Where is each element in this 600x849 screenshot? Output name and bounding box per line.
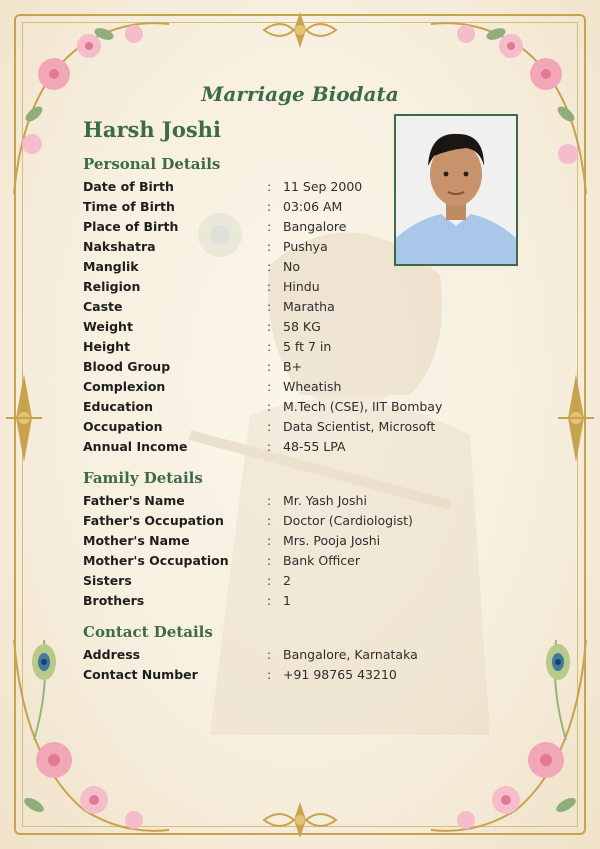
detail-value: Pushya (283, 239, 328, 254)
detail-separator: : (267, 533, 272, 548)
detail-value: 48-55 LPA (283, 439, 346, 454)
detail-separator: : (267, 339, 272, 354)
detail-label: Date of Birth (83, 179, 174, 194)
section-heading-personal: Personal Details (83, 155, 221, 173)
detail-separator: : (267, 319, 272, 334)
detail-separator: : (267, 359, 272, 374)
detail-row (83, 491, 523, 511)
detail-value: M.Tech (CSE), IIT Bombay (283, 399, 443, 414)
detail-row (83, 511, 523, 531)
detail-row (83, 437, 523, 457)
detail-label: Education (83, 399, 153, 414)
detail-row (83, 531, 523, 551)
detail-label: Weight (83, 319, 133, 334)
detail-value: Wheatish (283, 379, 342, 394)
detail-value: Bangalore (283, 219, 347, 234)
detail-separator: : (267, 299, 272, 314)
detail-row (83, 337, 523, 357)
candidate-name: Harsh Joshi (83, 117, 221, 142)
detail-row (83, 277, 523, 297)
detail-separator: : (267, 199, 272, 214)
detail-value: 03:06 AM (283, 199, 343, 214)
detail-label: Blood Group (83, 359, 171, 374)
detail-separator: : (267, 419, 272, 434)
detail-value: 1 (283, 593, 291, 608)
detail-separator: : (267, 259, 272, 274)
detail-value: Data Scientist, Microsoft (283, 419, 436, 434)
detail-label: Address (83, 647, 141, 662)
detail-row (83, 177, 523, 197)
detail-separator: : (267, 593, 272, 608)
document-title: Marriage Biodata (201, 82, 399, 106)
detail-label: Caste (83, 299, 123, 314)
detail-row (83, 591, 523, 611)
detail-separator: : (267, 239, 272, 254)
detail-value: Mrs. Pooja Joshi (283, 533, 381, 548)
detail-label: Place of Birth (83, 219, 179, 234)
detail-value: Maratha (283, 299, 335, 314)
detail-value: 5 ft 7 in (283, 339, 332, 354)
detail-separator: : (267, 179, 272, 194)
section-heading-family: Family Details (83, 469, 203, 487)
detail-row (83, 257, 523, 277)
detail-separator: : (267, 439, 272, 454)
detail-separator: : (267, 379, 272, 394)
detail-separator: : (267, 647, 272, 662)
detail-value: No (283, 259, 300, 274)
detail-row (83, 377, 523, 397)
detail-separator: : (267, 279, 272, 294)
detail-separator: : (267, 513, 272, 528)
detail-label: Religion (83, 279, 141, 294)
detail-separator: : (267, 399, 272, 414)
detail-label: Height (83, 339, 131, 354)
detail-value: Hindu (283, 279, 320, 294)
detail-row (83, 197, 523, 217)
detail-row (83, 397, 523, 417)
detail-value: Bank Officer (283, 553, 360, 568)
detail-row (83, 417, 523, 437)
detail-label: Mother's Occupation (83, 553, 229, 568)
detail-separator: : (267, 219, 272, 234)
detail-row (83, 571, 523, 591)
detail-row (83, 665, 523, 685)
detail-value: Mr. Yash Joshi (283, 493, 367, 508)
detail-separator: : (267, 493, 272, 508)
detail-label: Time of Birth (83, 199, 175, 214)
detail-row (83, 237, 523, 257)
detail-row (83, 317, 523, 337)
detail-label: Mother's Name (83, 533, 190, 548)
detail-value: Bangalore, Karnataka (283, 647, 418, 662)
detail-separator: : (267, 553, 272, 568)
detail-label: Sisters (83, 573, 132, 588)
detail-row (83, 297, 523, 317)
detail-row (83, 217, 523, 237)
detail-separator: : (267, 573, 272, 588)
detail-value: +91 98765 43210 (283, 667, 397, 682)
detail-row (83, 645, 523, 665)
detail-label: Nakshatra (83, 239, 156, 254)
detail-label: Father's Name (83, 493, 185, 508)
section-heading-contact: Contact Details (83, 623, 213, 641)
detail-label: Annual Income (83, 439, 188, 454)
detail-value: 2 (283, 573, 291, 588)
detail-value: Doctor (Cardiologist) (283, 513, 413, 528)
detail-value: B+ (283, 359, 303, 374)
detail-value: 58 KG (283, 319, 321, 334)
detail-row (83, 357, 523, 377)
detail-value: 11 Sep 2000 (283, 179, 363, 194)
detail-label: Complexion (83, 379, 166, 394)
detail-separator: : (267, 667, 272, 682)
detail-label: Manglik (83, 259, 139, 274)
detail-row (83, 551, 523, 571)
detail-label: Father's Occupation (83, 513, 224, 528)
detail-label: Contact Number (83, 667, 198, 682)
detail-label: Occupation (83, 419, 163, 434)
detail-label: Brothers (83, 593, 145, 608)
